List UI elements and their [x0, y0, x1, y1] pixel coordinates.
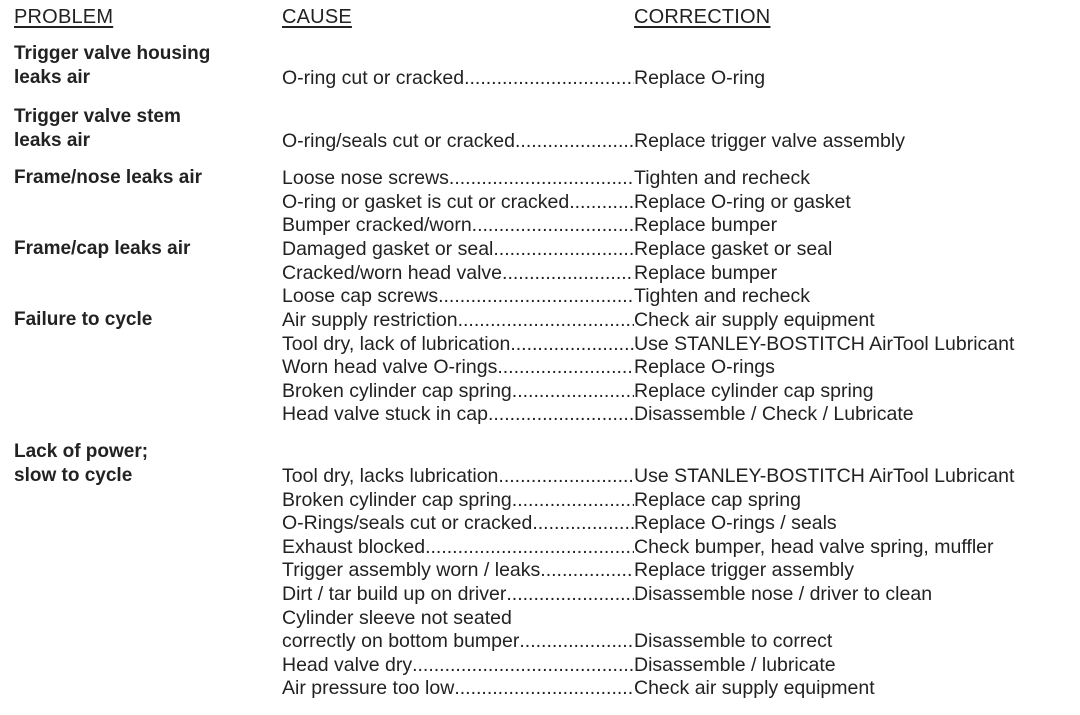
problem-column-header: PROBLEM [14, 6, 114, 28]
dot-leader [412, 653, 634, 677]
cause-text: Loose cap screws [282, 285, 439, 308]
cause-correction-row [282, 582, 932, 606]
correction-text: Tighten and recheck [634, 285, 810, 308]
correction-text: Replace trigger assembly [634, 559, 855, 582]
dot-leader [512, 379, 634, 403]
cause-text: Head valve stuck in cap [282, 403, 488, 426]
cause-text: Air pressure too low [282, 677, 455, 700]
correction-text: Replace trigger valve assembly [634, 130, 905, 152]
cause-cell [282, 261, 634, 285]
cause-text: Tool dry, lack of lubrication [282, 332, 511, 355]
dot-leader [506, 582, 634, 606]
cause-text: correctly on bottom bumper [282, 630, 520, 653]
dot-leader [502, 261, 634, 285]
cause-text-line: Cylinder sleeve not seated [282, 606, 512, 629]
problem-label [14, 42, 274, 90]
cause-correction-row [282, 629, 832, 653]
correction-text: Check air supply equipment [634, 309, 875, 331]
cause-cell [282, 653, 634, 677]
cause-text: Broken cylinder cap spring [282, 379, 512, 402]
cause-cell [282, 237, 634, 261]
correction-text: Replace bumper [634, 261, 778, 284]
problem-label-line: leaks air [14, 67, 91, 88]
problem-label-line: Frame/nose leaks air [14, 167, 202, 188]
cause-text: Tool dry, lacks lubrication [282, 465, 499, 487]
dot-leader [472, 213, 634, 237]
cause-text: Damaged gasket or seal [282, 238, 494, 260]
cause-text: Bumper cracked/worn [282, 214, 472, 237]
cause-correction-row [282, 558, 854, 582]
dot-leader [458, 308, 634, 332]
correction-text: Disassemble nose / driver to clean [634, 583, 933, 605]
cause-correction-row [282, 355, 775, 379]
correction-text: Replace O-ring or gasket [634, 190, 851, 213]
dot-leader [497, 355, 634, 379]
cause-cell [282, 535, 634, 559]
cause-correction-row [282, 129, 905, 153]
correction-text: Replace O-rings / seals [634, 512, 837, 535]
correction-text: Disassemble to correct [634, 630, 833, 653]
correction-text: Disassemble / Check / Lubricate [634, 403, 914, 426]
correction-text: Use STANLEY-BOSTITCH AirTool Lubricant [634, 465, 1015, 487]
cause-correction-row [282, 653, 836, 677]
cause-text: Worn head valve O-rings [282, 356, 498, 379]
cause-correction-row [282, 66, 765, 90]
cause-cell [282, 213, 634, 237]
cause-cell [282, 629, 634, 653]
cause-correction-row [282, 237, 832, 261]
correction-column-header: CORRECTION [634, 6, 771, 28]
cause-correction-row [282, 511, 837, 535]
cause-column-header: CAUSE [282, 6, 352, 28]
dot-leader [454, 676, 634, 700]
cause-cell [282, 558, 634, 582]
problem-label-line: leaks air [14, 130, 91, 151]
dot-leader [540, 558, 634, 582]
cause-correction-row [282, 284, 810, 308]
cause-cell [282, 308, 634, 332]
problem-label [14, 440, 274, 488]
problem-label [14, 237, 274, 261]
cause-text: Trigger assembly worn / leaks [282, 559, 541, 582]
dot-leader [493, 237, 634, 261]
cause-cell [282, 464, 634, 488]
cause-cell [282, 582, 634, 606]
correction-text: Replace O-ring [634, 67, 766, 89]
cause-correction-row [282, 190, 851, 214]
cause-cell [282, 166, 634, 190]
problem-label [14, 308, 274, 332]
cause-cell [282, 402, 634, 426]
correction-text: Tighten and recheck [634, 167, 810, 189]
problem-label [14, 166, 274, 190]
dot-leader [519, 629, 634, 653]
dot-leader [438, 284, 634, 308]
cause-cell [282, 511, 634, 535]
problem-label-line: Trigger valve housing [14, 43, 211, 64]
correction-text: Use STANLEY-BOSTITCH AirTool Lubricant [634, 332, 1015, 355]
correction-text: Replace gasket or seal [634, 238, 833, 260]
cause-correction-row [282, 166, 810, 190]
correction-text: Check bumper, head valve spring, muffler [634, 535, 994, 558]
cause-text: Cracked/worn head valve [282, 261, 503, 284]
dot-leader [449, 166, 634, 190]
correction-text: Disassemble / lubricate [634, 653, 836, 676]
problem-label-line: Lack of power; [14, 441, 149, 462]
cause-cell [282, 190, 634, 214]
dot-leader [515, 129, 634, 153]
dot-leader [488, 402, 634, 426]
dot-leader [464, 66, 634, 90]
cause-correction-row [282, 213, 777, 237]
cause-cell [282, 488, 634, 512]
cause-text: Air supply restriction [282, 309, 458, 331]
dot-leader [532, 511, 634, 535]
cause-correction-row [282, 332, 1014, 356]
problem-label-line: Failure to cycle [14, 309, 153, 330]
cause-cell [282, 379, 634, 403]
dot-leader [498, 464, 634, 488]
correction-text: Replace cap spring [634, 488, 801, 511]
cause-text: Dirt / tar build up on driver [282, 583, 507, 605]
problem-label [14, 105, 274, 153]
correction-text: Replace bumper [634, 214, 778, 237]
problem-label-line: Frame/cap leaks air [14, 238, 191, 259]
cause-correction-row [282, 308, 875, 332]
cause-text: O-Rings/seals cut or cracked [282, 512, 533, 535]
cause-text: O-ring or gasket is cut or cracked [282, 190, 570, 213]
cause-text: O-ring cut or cracked [282, 67, 465, 89]
cause-cell [282, 676, 634, 700]
cause-cell [282, 284, 634, 308]
cause-text: Loose nose screws [282, 167, 449, 189]
problem-label-line: Trigger valve stem [14, 106, 181, 127]
correction-text: Replace O-rings [634, 356, 775, 379]
correction-text: Check air supply equipment [634, 677, 875, 700]
cause-text: Head valve dry [282, 653, 413, 676]
correction-text: Replace cylinder cap spring [634, 379, 874, 402]
cause-text: Broken cylinder cap spring [282, 488, 512, 511]
problem-label-line: slow to cycle [14, 465, 133, 486]
cause-cell [282, 129, 634, 153]
cause-correction-row [282, 488, 801, 512]
dot-leader [512, 488, 634, 512]
cause-correction-row [282, 535, 994, 559]
cause-cell [282, 355, 634, 379]
dot-leader [510, 332, 634, 356]
cause-cell [282, 332, 634, 356]
cause-text: Exhaust blocked [282, 535, 426, 558]
dot-leader [569, 190, 634, 214]
cause-correction-row [282, 261, 777, 285]
cause-correction-row [282, 676, 875, 700]
cause-text: O-ring/seals cut or cracked [282, 130, 516, 152]
cause-correction-row [282, 379, 874, 403]
cause-cell [282, 66, 634, 90]
cause-correction-row [282, 464, 1014, 488]
dot-leader [425, 535, 634, 559]
cause-correction-row [282, 402, 914, 426]
